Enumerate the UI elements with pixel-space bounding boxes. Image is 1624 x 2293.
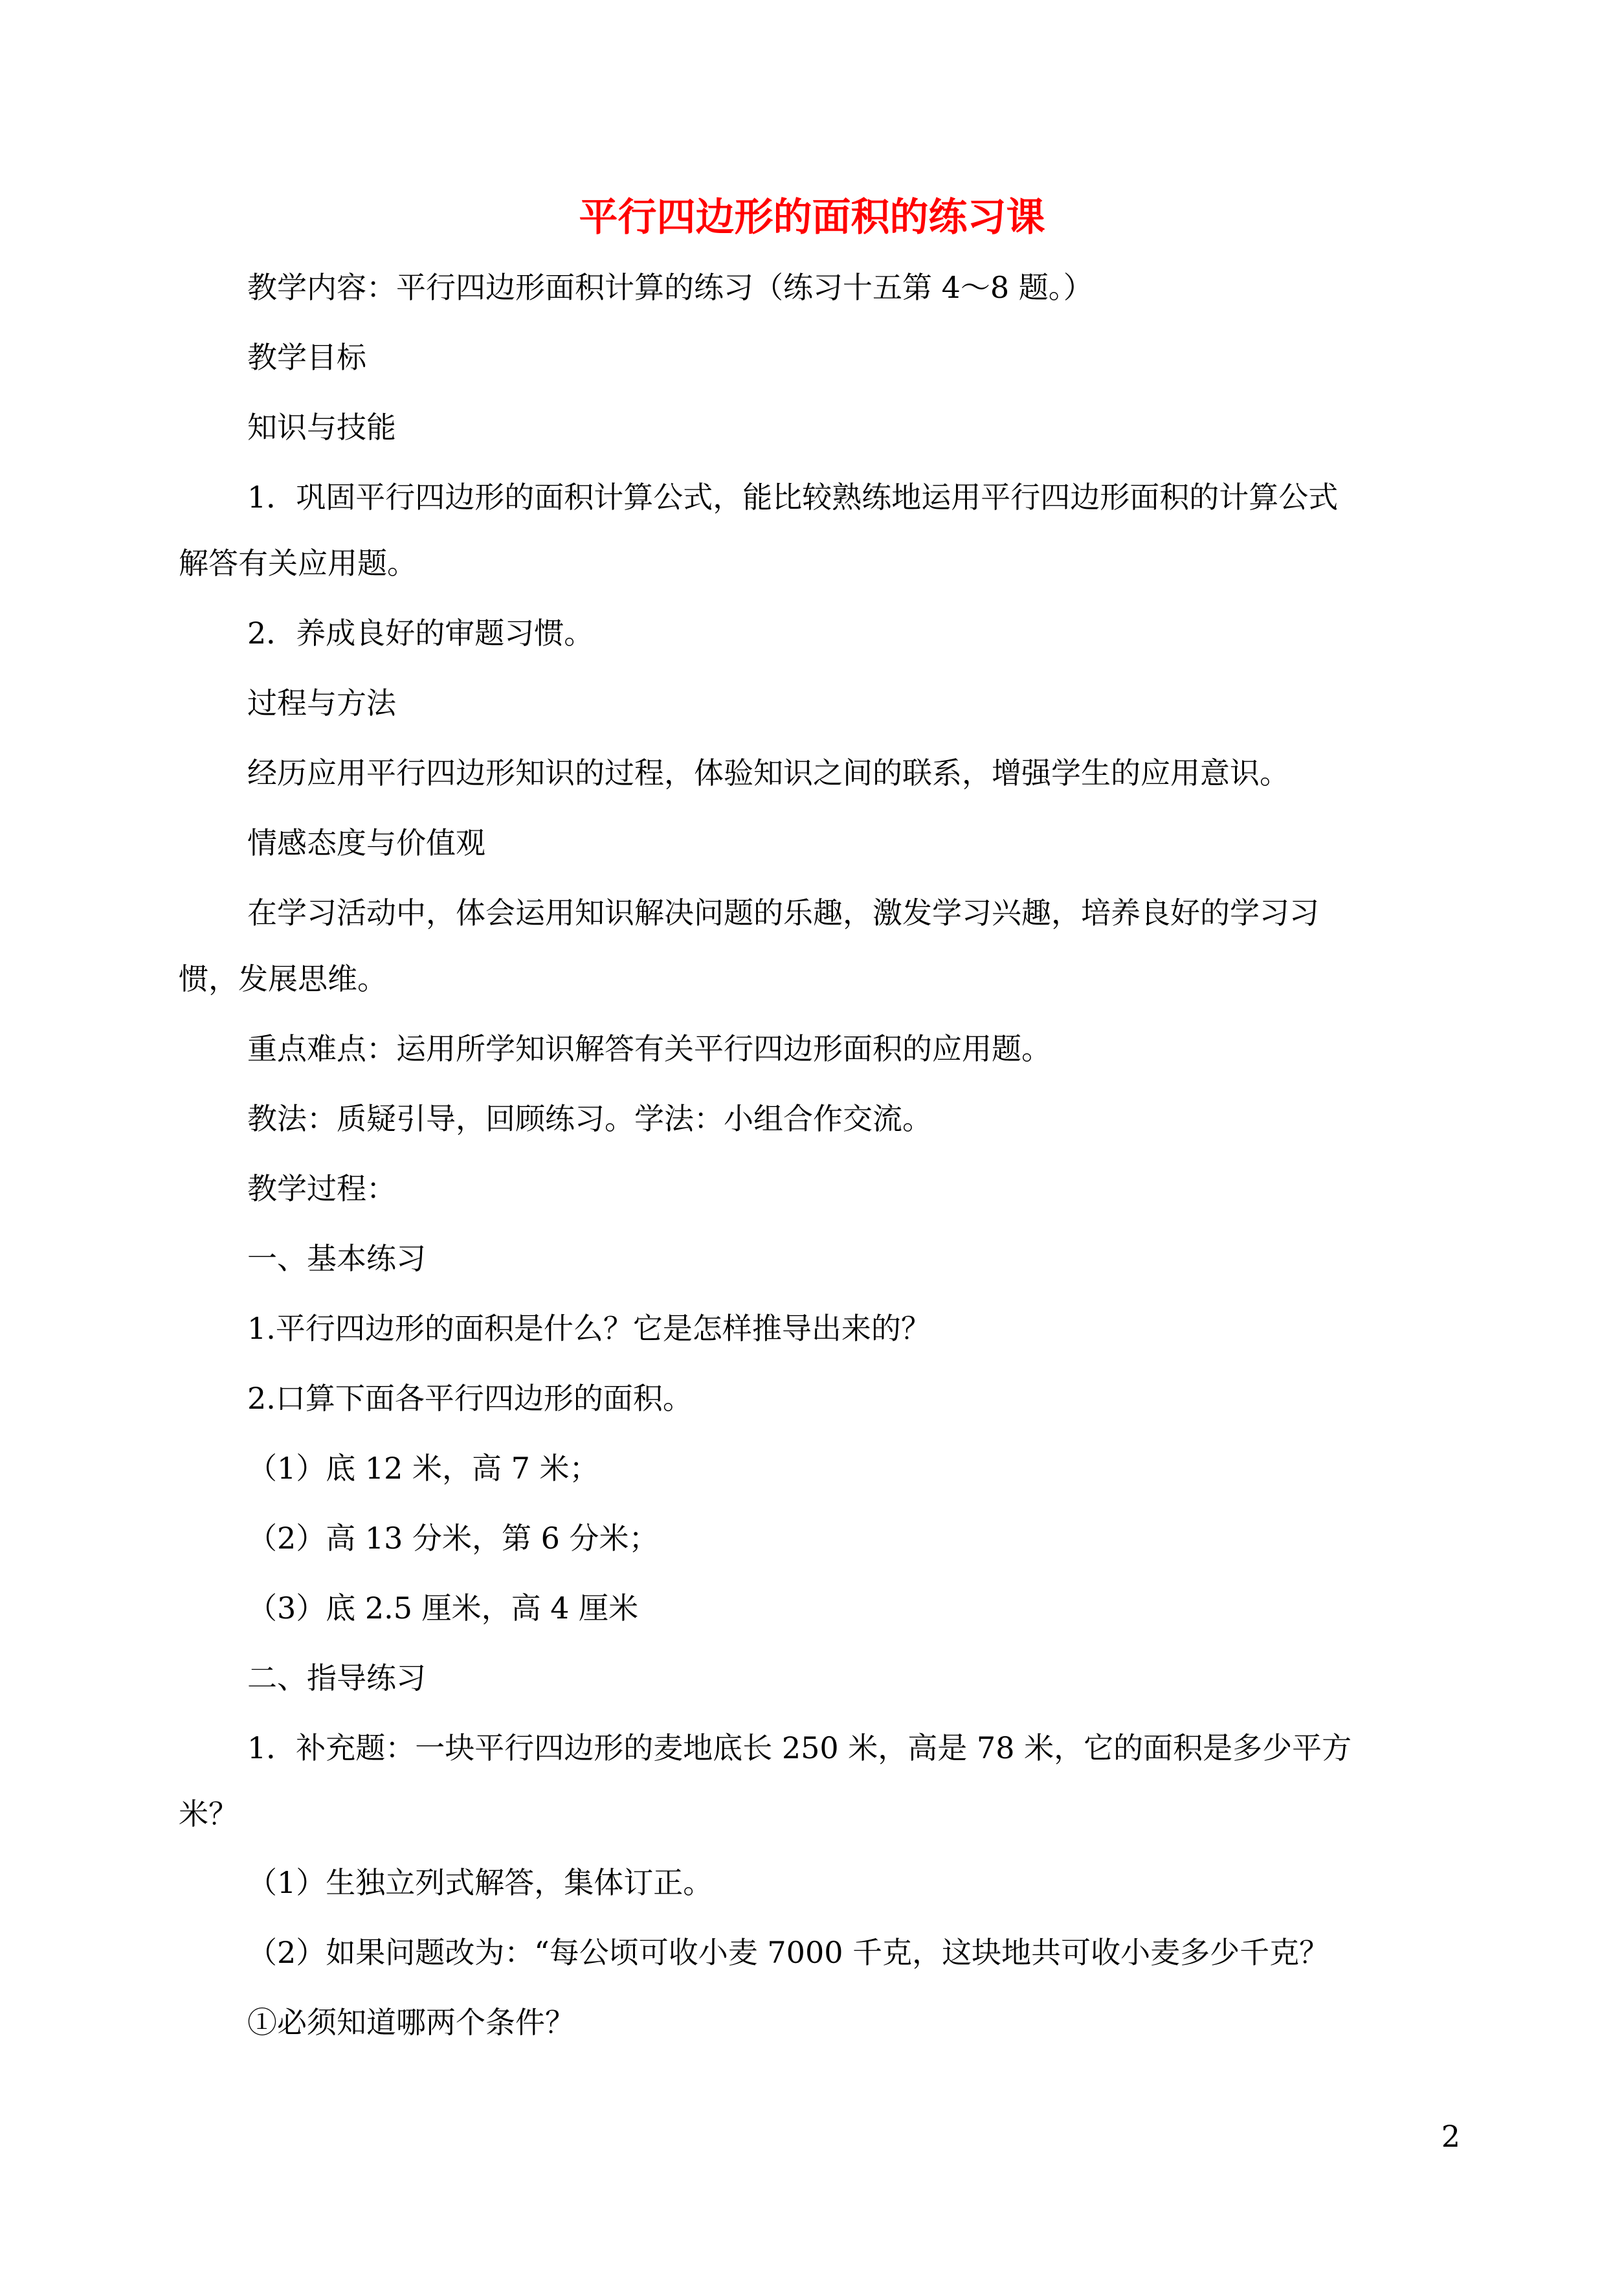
paragraph-line: （3）底 2.5 厘米，高 4 厘米 xyxy=(247,1591,639,1626)
paragraph-line: 1．补充题：一块平行四边形的麦地底长 250 米，高是 78 米，它的面积是多少平方 xyxy=(247,1730,1352,1765)
paragraph xyxy=(179,267,1460,308)
paragraph-line: （1）生独立列式解答，集体订正。 xyxy=(247,1865,713,1900)
paragraph xyxy=(179,752,1460,794)
page-number: 2 xyxy=(1441,2119,1460,2154)
paragraph-line: 2.口算下面各平行四边形的面积。 xyxy=(247,1381,693,1416)
paragraph xyxy=(179,1028,1460,1069)
paragraph xyxy=(179,1657,1460,1699)
paragraph xyxy=(179,2002,1460,2043)
paragraph xyxy=(179,682,1460,724)
paragraph-line: 情感态度与价值观 xyxy=(247,825,485,860)
paragraph-line: 一、基本练习 xyxy=(247,1241,426,1276)
paragraph-line: ①必须知道哪两个条件？ xyxy=(247,2005,575,2040)
paragraph-line: 经历应用平行四边形知识的过程，体验知识之间的联系，增强学生的应用意识。 xyxy=(247,755,1289,790)
paragraph-line: 1．巩固平行四边形的面积计算公式，能比较熟练地运用平行四边形面积的计算公式 xyxy=(247,480,1339,515)
paragraph-line: 教法：质疑引导，回顾练习。学法：小组合作交流。 xyxy=(247,1101,932,1136)
paragraph xyxy=(179,1727,1460,1835)
paragraph-line: （2）如果问题改为：“每公顷可收小麦 7000 千克，这块地共可收小麦多少千克？ xyxy=(247,1935,1329,1970)
paragraph xyxy=(179,1517,1460,1559)
paragraph xyxy=(179,407,1460,448)
paragraph-line: 知识与技能 xyxy=(247,410,396,445)
paragraph xyxy=(179,1862,1460,1903)
paragraph-line: 重点难点：运用所学知识解答有关平行四边形面积的应用题。 xyxy=(247,1031,1051,1066)
paragraph xyxy=(179,1308,1460,1349)
paragraph xyxy=(179,1378,1460,1419)
paragraph-line: 在学习活动中，体会运用知识解决问题的乐趣，激发学习兴趣，培养良好的学习习 xyxy=(247,895,1319,930)
paragraph xyxy=(179,476,1460,584)
paragraph xyxy=(179,822,1460,864)
paragraph-line: 教学过程： xyxy=(247,1171,396,1206)
paragraph xyxy=(179,1238,1460,1279)
paragraph-line: 二、指导练习 xyxy=(247,1661,426,1695)
paragraph-line: 惯，发展思维。 xyxy=(179,961,387,996)
paragraph-line: 1.平行四边形的面积是什么？它是怎样推导出来的？ xyxy=(247,1311,931,1346)
paragraph xyxy=(179,612,1460,654)
paragraph-line: （2）高 13 分米，第 6 分米； xyxy=(247,1521,659,1556)
paragraph-line: （1）底 12 米，高 7 米； xyxy=(247,1451,599,1486)
paragraph xyxy=(179,1587,1460,1629)
paragraph-line: 解答有关应用题。 xyxy=(179,546,417,581)
paragraph xyxy=(179,1448,1460,1489)
paragraph xyxy=(179,1098,1460,1139)
paragraph-line: 教学内容：平行四边形面积计算的练习（练习十五第 4～8 题。） xyxy=(247,270,1093,305)
paragraph xyxy=(179,337,1460,378)
paragraph xyxy=(179,892,1460,1000)
document-title: 平行四边形的面积的练习课 xyxy=(579,195,1045,240)
paragraph-line: 过程与方法 xyxy=(247,686,396,721)
paragraph xyxy=(179,1168,1460,1209)
paragraph-line: 教学目标 xyxy=(247,340,366,375)
paragraph-line: 2．养成良好的审题习惯。 xyxy=(247,616,594,651)
paragraph xyxy=(179,1932,1460,1973)
paragraph-line: 米？ xyxy=(179,1796,238,1831)
